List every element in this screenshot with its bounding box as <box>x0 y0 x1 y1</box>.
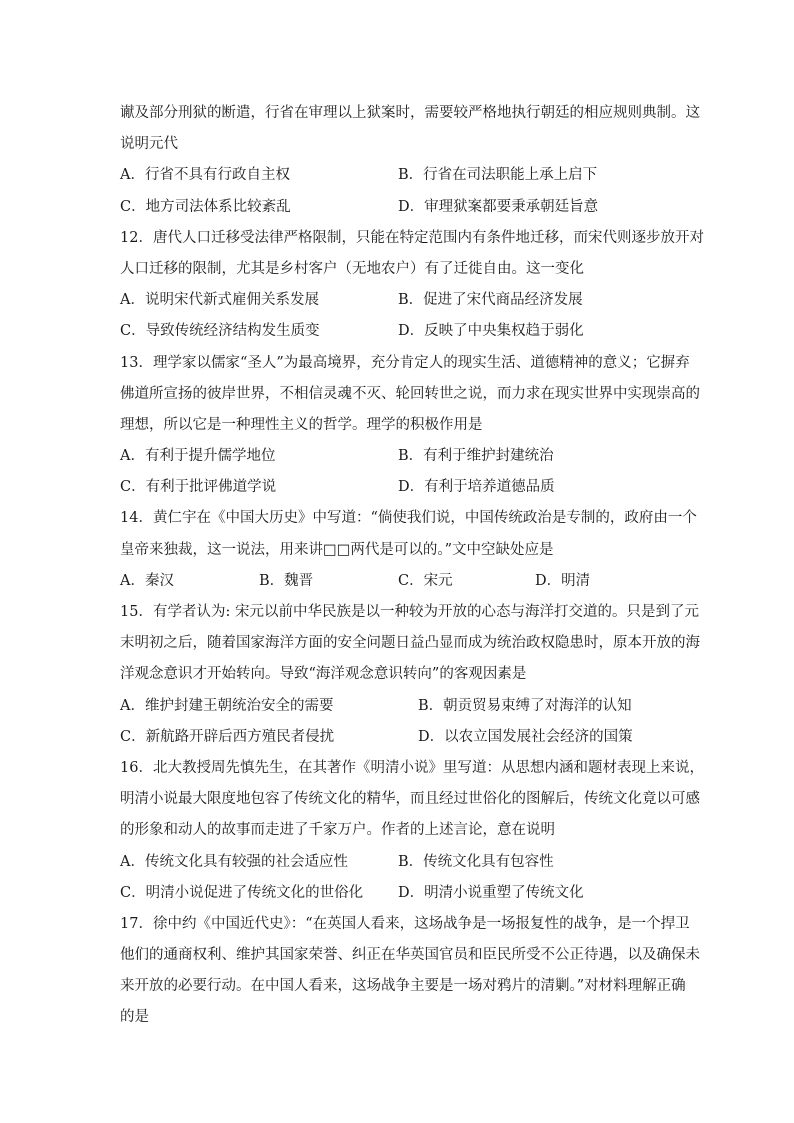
q16-options-row-2 <box>120 878 680 909</box>
q14-text-line-2: 皇帝来独裁，这一说法，用来讲□□两代是可以的。”文中空缺处应是 <box>120 541 554 558</box>
q16-option-b[interactable]: B．传统文化具有包容性 <box>398 853 554 870</box>
q13-option-c[interactable]: C．有利于批评佛道学说 <box>120 479 277 496</box>
q12-text-line-2: 人口迁移的限制，尤其是乡村客户（无地农户）有了迁徙自由。这一变化 <box>120 260 584 277</box>
q13-text-line-1: 13．理学家以儒家“圣人”为最高境界，充分肯定人的现实生活、道德精神的意义；它摒弃 <box>120 354 690 371</box>
q13-option-d[interactable]: D．有利于培养道德品质 <box>398 479 555 496</box>
q16-option-a[interactable]: A．传统文化具有较强的社会适应性 <box>120 853 348 870</box>
q12-options-row-1 <box>120 285 680 316</box>
q13-options-row-2 <box>120 472 680 503</box>
q17-text-line-3: 来开放的必要行动。在中国人看来，这场战争主要是一场对鸦片的清剿。”对材料理解正确 <box>120 978 686 995</box>
q16-options-row-1 <box>120 847 680 878</box>
q13-text-line-3: 理想，所以它是一种理性主义的哲学。理学的积极作用是 <box>120 416 483 433</box>
document-page <box>120 98 704 1034</box>
q11-options-row-2 <box>120 192 680 223</box>
q16-text-line-1: 16．北大教授周先慎先生，在其著作《明清小说》里写道：从思想内涵和题材表现上来说， <box>120 759 704 776</box>
q14-text-line-1: 14．黄仁宇在《中国大历史》中写道：“倘使我们说，中国传统政治是专制的，政府由一个 <box>120 510 697 527</box>
q15-text-line-2: 末明初之后，随着国家海洋方面的安全问题日益凸显而成为统治政权隐患时，原本开放的海 <box>120 635 700 652</box>
q12-text-line-1: 12．唐代人口迁移受法律严格限制，只能在特定范围内有条件地迁移，而宋代则逐步放开对 <box>120 229 704 246</box>
q15-option-b[interactable]: B．朝贡贸易束缚了对海洋的认知 <box>418 697 632 714</box>
q11-option-b[interactable]: B．行省在司法职能上承上启下 <box>398 167 598 184</box>
q12-option-b[interactable]: B．促进了宋代商品经济发展 <box>398 292 583 309</box>
q17-text-line-1: 17．徐中约《中国近代史》：“在英国人看来，这场战争是一场报复性的战争，是一个捍卫 <box>120 915 690 932</box>
q13-text-line-2: 佛道所宣扬的彼岸世界，不相信灵魂不灭、轮回转世之说，而力求在现实世界中实现崇高的 <box>120 385 700 402</box>
q13-option-a[interactable]: A．有利于提升儒学地位 <box>120 448 276 465</box>
q12-option-a[interactable]: A．说明宋代新式雇佣关系发展 <box>120 292 319 309</box>
q15-text-line-1: 15．有学者认为: 宋元以前中华民族是以一种较为开放的心态与海洋打交道的。只是到了元 <box>120 604 699 620</box>
q16-text-line-2: 明清小说最大限度地包容了传统文化的精华，而且经过世俗化的图解后，传统文化竟以可感 <box>120 791 700 808</box>
q15-option-d[interactable]: D．以农立国发展社会经济的国策 <box>418 728 633 745</box>
q12-option-d[interactable]: D．反映了中央集权趋于弱化 <box>398 323 584 340</box>
q14-option-a[interactable]: A．秦汉 <box>120 572 174 589</box>
q13-option-b[interactable]: B．有利于维护封建统治 <box>398 448 554 465</box>
q11-option-c[interactable]: C．地方司法体系比较紊乱 <box>120 198 291 215</box>
q14-option-d[interactable]: D．明清 <box>535 572 591 589</box>
q11-text-line-2: 说明元代 <box>120 136 178 153</box>
q14-option-c[interactable]: C．宋元 <box>398 572 453 589</box>
q17-text-line-2: 他们的通商权利、维护其国家荣誉、纠正在华英国官员和臣民所受不公正待遇，以及确保未 <box>120 947 700 964</box>
q11-text-line-1: 谳及部分刑狱的断遣，行省在审理以上狱案时，需要较严格地执行朝廷的相应规则典制。这 <box>120 105 700 121</box>
q15-option-a[interactable]: A．维护封建王朝统治安全的需要 <box>120 697 334 714</box>
q12-option-c[interactable]: C．导致传统经济结构发生质变 <box>120 323 320 340</box>
q14-options-row <box>120 566 680 597</box>
q16-option-c[interactable]: C．明清小说促进了传统文化的世俗化 <box>120 884 364 901</box>
q14-option-b[interactable]: B．魏晋 <box>259 572 314 589</box>
q15-options-row-1 <box>120 691 680 722</box>
q16-option-d[interactable]: D．明清小说重塑了传统文化 <box>398 884 584 901</box>
q16-text-line-3: 的形象和动人的故事而走进了千家万户。作者的上述言论，意在说明 <box>120 822 555 839</box>
q15-options-row-2 <box>120 722 680 753</box>
q11-options-row-1 <box>120 160 680 191</box>
q11-option-d[interactable]: D．审理狱案都要秉承朝廷旨意 <box>398 198 599 215</box>
q17-text-line-4: 的是 <box>120 1009 149 1026</box>
q13-options-row-1 <box>120 441 680 472</box>
q11-option-a[interactable]: A．行省不具有行政自主权 <box>120 167 290 184</box>
q15-text-line-3: 洋观念意识才开始转向。导致“海洋观念意识转向”的客观因素是 <box>120 666 527 683</box>
q12-options-row-2 <box>120 316 680 347</box>
q15-option-c[interactable]: C．新航路开辟后西方殖民者侵扰 <box>120 728 335 745</box>
